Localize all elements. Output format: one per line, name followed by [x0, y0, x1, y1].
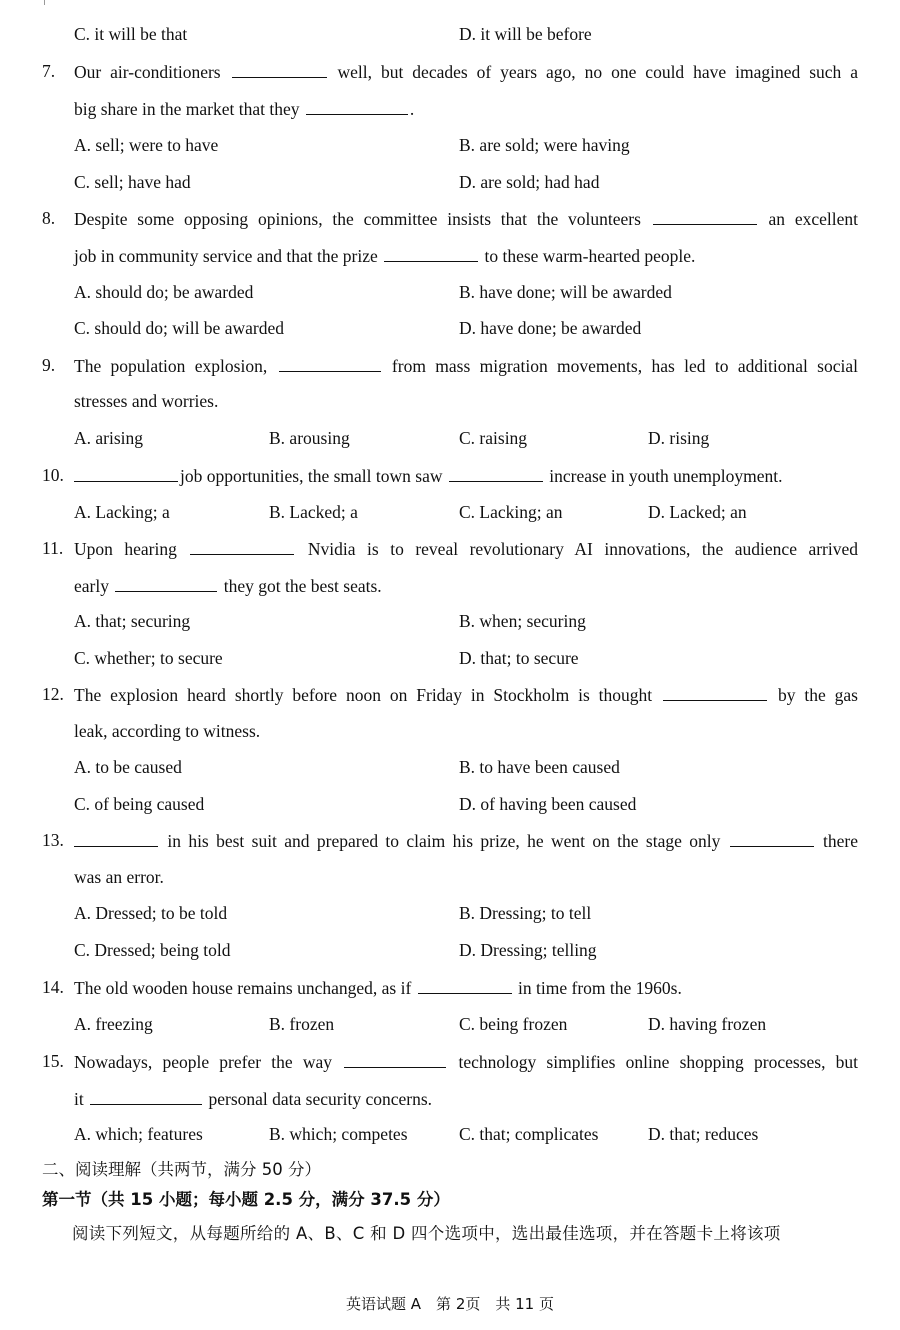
question-number: 10.: [42, 465, 64, 485]
question-number: 9.: [42, 355, 56, 375]
option-c: C. sell; have had: [74, 172, 191, 192]
answer-blank: [190, 537, 294, 555]
answer-blank: [663, 683, 767, 701]
option-c: C. whether; to secure: [74, 648, 223, 668]
option-a: A. Lacking; a: [74, 502, 170, 522]
answer-blank: [418, 976, 512, 994]
option-a: A. to be caused: [74, 757, 182, 777]
question-stem: Upon hearing Nvidia is to reveal revolutionary AI innovations, the audience arrived: [74, 539, 859, 559]
question-stem: was an error.: [74, 867, 164, 887]
option-b: B. which; competes: [269, 1124, 408, 1144]
option-b: B. when; securing: [459, 611, 586, 631]
option-b: B. arousing: [269, 428, 350, 448]
question-stem: The population explosion, from mass migration movements, has led to additional social: [74, 356, 858, 376]
option-a: A. should do; be awarded: [74, 282, 254, 302]
option-d: D. Lacked; an: [648, 502, 747, 522]
answer-blank: [384, 244, 478, 262]
answer-blank: [730, 829, 814, 847]
answer-blank: [279, 354, 381, 372]
option-b: B. frozen: [269, 1014, 335, 1034]
answer-blank: [115, 574, 217, 592]
option-c: C. of being caused: [74, 794, 205, 814]
option-d: D. rising: [648, 428, 710, 448]
option-d: D. have done; be awarded: [459, 318, 642, 338]
option-a: A. that; securing: [74, 611, 191, 631]
option-d: D. having frozen: [648, 1014, 767, 1034]
option-d: D. that; reduces: [648, 1124, 759, 1144]
question-stem: in his best suit and prepared to claim his prize, he went on the stage only there: [74, 829, 858, 852]
question-stem: job opportunities, the small town saw increase in youth unemployment.: [74, 464, 858, 487]
answer-blank: [344, 1050, 446, 1068]
option-c: C. being frozen: [459, 1014, 568, 1034]
answer-blank: [90, 1087, 202, 1105]
question-stem: it personal data security concerns.: [74, 1089, 433, 1109]
question-number: 8.: [42, 208, 56, 228]
question-number: 12.: [42, 684, 64, 704]
option-d: D. are sold; had had: [459, 172, 600, 192]
answer-blank: [306, 97, 408, 115]
option-c: C. it will be that: [74, 24, 188, 44]
question-number: 15.: [42, 1051, 64, 1071]
option-a: A. freezing: [74, 1014, 153, 1034]
answer-blank: [74, 464, 178, 482]
question-number: 14.: [42, 977, 64, 997]
option-b: B. are sold; were having: [459, 135, 630, 155]
question-stem: Our air-conditioners well, but decades of years ago, no one could have imagined such a: [74, 62, 858, 82]
option-d: D. that; to secure: [459, 648, 579, 668]
option-a: A. arising: [74, 428, 144, 448]
option-c: C. raising: [459, 428, 528, 448]
instruction-text: 阅读下列短文，从每题所给的 A、B、C 和 D 四个选项中，选出最佳选项，并在答题卡上将该项: [72, 1224, 781, 1243]
question-stem: leak, according to witness.: [74, 721, 261, 741]
option-c: C. should do; will be awarded: [74, 318, 284, 338]
question-stem: job in community service and that the prize to these warm-hearted people.: [74, 246, 696, 266]
part-heading: 第一节（共 15 小题；每小题 2.5 分，满分 37.5 分）: [42, 1190, 450, 1209]
question-stem: big share in the market that they .: [74, 99, 415, 119]
option-a: A. sell; were to have: [74, 135, 219, 155]
question-number: 7.: [42, 61, 56, 81]
option-b: B. to have been caused: [459, 757, 620, 777]
answer-blank: [653, 207, 757, 225]
section-heading: 二、阅读理解（共两节，满分 50 分）: [42, 1160, 321, 1179]
option-d: D. of having been caused: [459, 794, 637, 814]
answer-blank: [232, 60, 327, 78]
answer-blank: [74, 829, 158, 847]
page-footer: 英语试题 A 第 2页 共 11 页: [346, 1295, 554, 1313]
option-b: B. have done; will be awarded: [459, 282, 672, 302]
question-number: 11.: [42, 538, 64, 558]
question-stem: stresses and worries.: [74, 391, 219, 411]
option-c: C. Lacking; an: [459, 502, 563, 522]
option-a: A. which; features: [74, 1124, 203, 1144]
question-stem: The old wooden house remains unchanged, as if in time from the 1960s.: [74, 978, 682, 998]
question-number: 13.: [42, 830, 64, 850]
option-c: C. that; complicates: [459, 1124, 599, 1144]
option-d: D. Dressing; telling: [459, 940, 597, 960]
answer-blank: [449, 464, 543, 482]
page-margin-mark: [44, 0, 45, 5]
question-stem: early they got the best seats.: [74, 576, 382, 596]
option-d: D. it will be before: [459, 24, 592, 44]
option-b: B. Dressing; to tell: [459, 903, 592, 923]
option-a: A. Dressed; to be told: [74, 903, 228, 923]
option-b: B. Lacked; a: [269, 502, 358, 522]
question-stem: Despite some opposing opinions, the committee insists that the volunteers an excellent: [74, 209, 858, 229]
option-c: C. Dressed; being told: [74, 940, 231, 960]
question-stem: Nowadays, people prefer the way technology simplifies online shopping processes, but: [74, 1052, 859, 1072]
question-stem: The explosion heard shortly before noon on Friday in Stockholm is thought by the gas: [74, 685, 858, 705]
